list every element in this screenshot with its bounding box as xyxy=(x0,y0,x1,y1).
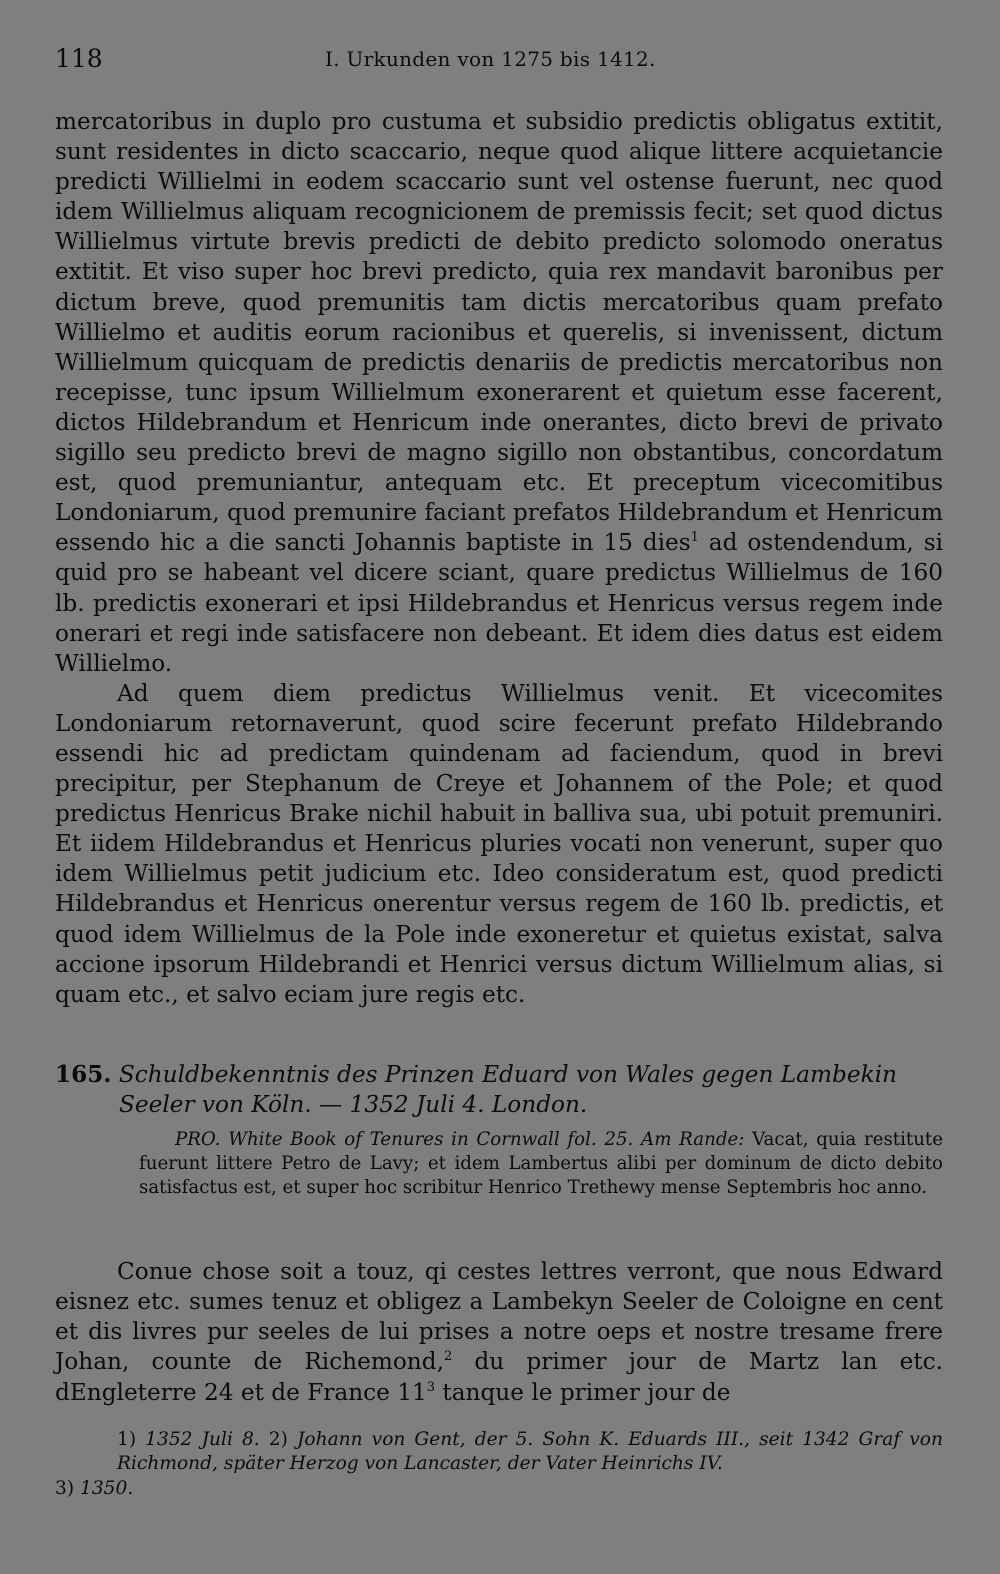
running-title: I. Urkunden von 1275 bis 1412. xyxy=(325,47,656,71)
entry-title: Schuldbekenntnis des Prinzen Eduard von Wales gegen Lambekin Seeler von Köln. — 1352 Juli 4. London. xyxy=(118,1061,897,1118)
footnote-ref: 1 xyxy=(690,530,699,546)
footnote-text: 1352 Juli 8. xyxy=(145,1429,260,1450)
footnote-marker: 3) xyxy=(55,1477,75,1499)
paragraph-text: mercatoribus in duplo pro custuma et subsidio predictis obligatus extitit, sunt residentes in dicto scaccario, neque quod alique littere acquietancie predicti Willielmi in eodem scaccario sunt vel ostense fuerunt, nec quod idem Willielmus aliquam recognicionem de premissis fecit; set quod dictus Willielmus virtute brevis predicti de debito predicto solomodo oneratus extitit. Et viso super hoc brevi predicto, quia rex mandavit baronibus per dictum breve, quod premunitis tam dictis mercatoribus quam prefato Willielmo et auditis eorum racionibus et querelis, si invenissent, dictum Willielmum quicquam de predictis denariis de predictis mercatoribus non recepisse, tunc ipsum Willielmum exonerarent et quietum esse facerent, dictos Hildebrandum et Henricum inde onerantes, dicto brevi de privato sigillo seu predicto brevi de magno sigillo non obstantibus, concordatum est, quod premuniantur, antequam etc. Et preceptum vicecomitibus Londoniarum, quod premunire faciant prefatos Hildebrandum et Henricum essendo hic a die sancti Johannis baptiste in 15 dies xyxy=(55,108,943,557)
paragraph xyxy=(55,107,943,679)
running-head xyxy=(55,44,943,80)
footnote-ref: 3 xyxy=(426,1379,436,1395)
footnote-line xyxy=(55,1428,943,1477)
entry-number: 165. xyxy=(55,1061,112,1088)
charter-text-b: du primer jour de Martz lan etc. dEngleterre 24 et de France 11 xyxy=(55,1348,943,1406)
page-number: 118 xyxy=(55,44,103,73)
footnote-marker: 1) xyxy=(117,1429,137,1450)
charter-text-c: tanque le primer jour de xyxy=(435,1378,731,1406)
document-entry xyxy=(55,1060,943,1201)
footnote-text: 1350. xyxy=(80,1477,134,1499)
footnotes xyxy=(55,1428,943,1501)
charter-text xyxy=(55,1257,943,1407)
footnote-marker: 2) xyxy=(268,1429,288,1450)
paragraph: Ad quem diem predictus Willielmus venit. Et vicecomites Londoniarum retornaverunt, quod scire fecerunt prefato Hildebrando essendi hic ad predictam quindenam ad faciendum, quod in brevi precipitur, per Stephanum de Creye et Johannem of the Pole; et quod predictus Henricus Brake nichil habuit in balliva sua, ubi potuit premuniri. Et iidem Hildebrandus et Henricus pluries vocati non venerunt, super quo idem Willielmus petit judicium etc. Ideo consideratum est, quod predicti Hildebrandus et Henricus onerentur versus regem de 160 lb. predictis, et quod idem Willielmus de la Pole inde exoneretur et quietus existat, salva accione ipsorum Hildebrandi et Henrici versus dictum Willielmum alias, si quam etc., et salvo eciam jure regis etc. xyxy=(55,679,943,1008)
footnote-text: Johann von Gent, der 5. Sohn K. Eduards III., seit 1342 Graf von Richmond, später Herzog von Lancaster, der Vater Heinrichs IV. xyxy=(117,1429,943,1475)
source-remark: Vacat, quia restitute fuerunt littere Petro de Lavy; et idem Lambertus alibi per dominum de dicto debito satisfactus est, et super hoc scribitur Henrico Trethewy mense Septembris hoc anno. xyxy=(139,1129,943,1199)
main-text xyxy=(55,107,943,1010)
footnote-ref: 2 xyxy=(443,1349,453,1365)
footnote-line xyxy=(55,1477,943,1501)
source-reference: PRO. White Book of Tenures in Cornwall fol. 25. Am Rande: xyxy=(175,1129,745,1150)
entry-heading xyxy=(55,1060,943,1120)
charter-text-a: Conue chose soit a touz, qi cestes lettres verront, que nous Edward eisnez etc. sumes tenuz et obligez a Lambekyn Seeler de Coloigne en cent et dis livres pur seeles de lui prises a notre oeps et nostre tresame frere Johan, counte de Richemond, xyxy=(55,1258,943,1376)
paragraph-text-cont: ad ostendendum, si quid pro se habeant vel dicere sciant, quare predictus Willielmus de 160 lb. predictis exonerari et ipsi Hildebrandus et Henricus versus regem inde onerari et regi inde satisfacere non debeant. Et idem dies datus est eidem Willielmo. xyxy=(55,529,944,677)
source-note xyxy=(55,1128,943,1201)
